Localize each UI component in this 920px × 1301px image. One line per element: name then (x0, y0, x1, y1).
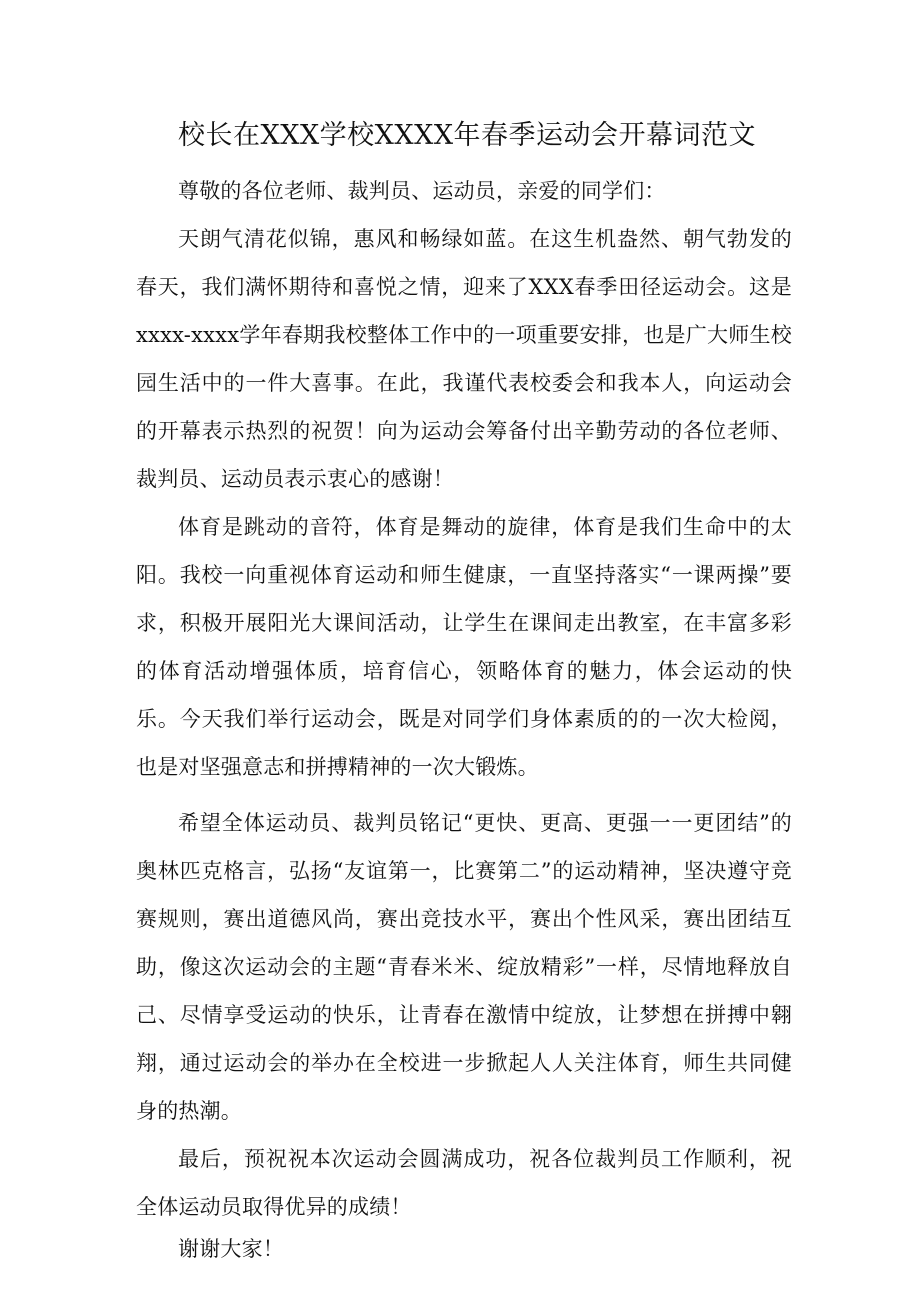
document-body (136, 167, 792, 1267)
closing-thanks: 谢谢大家！ (178, 1237, 284, 1261)
paragraph-final-blessing: 最后，预祝祝本次运动会圆满成功，祝各位裁判员工作顺利，祝全体运动员取得优异的成绩！ (136, 1147, 792, 1219)
paragraph-sports-importance: 体育是跳动的音符，体育是舞动的旋律，体育是我们生命中的太阳。我校一向重视体育运动和师生健康，一直坚持落实“一课两操”要求，积极开展阳光大课间活动，让学生在课间走出教室，在丰富多彩的体育活动增强体质，培育信心，领略体育的魅力，体会运动的快乐。今天我们举行运动会，既是对同学们身体素质的的一次大检阅，也是对坚强意志和拼搏精神的一次大锻炼。 (136, 515, 792, 779)
paragraph-opening: 天朗气清花似锦，惠风和畅绿如蓝。在这生机盎然、朝气勃发的春天，我们满怀期待和喜悦之情，迎来了XXX春季田径运动会。这是xxxx-xxxx学年春期我校整体工作中的一项重要安排，也是广大师生校园生活中的一件大喜事。在此，我谨代表校委会和我本人，向运动会的开幕表示热烈的祝贺！向为运动会筹备付出辛勤劳动的各位老师、裁判员、运动员表示衷心的感谢！ (136, 227, 792, 491)
salutation: 尊敬的各位老师、裁判员、运动员，亲爱的同学们： (178, 179, 666, 203)
document-title: 校长在XXX学校XXXX年春季运动会开幕词范文 (178, 120, 757, 151)
paragraph-wishes: 希望全体运动员、裁判员铭记“更快、更高、更强一一更团结”的奥林匹克格言，弘扬“友谊第一，比赛第二”的运动精神，坚决遵守竞赛规则，赛出道德风尚，赛出竞技水平，赛出个性风采，赛出团结互助，像这次运动会的主题“青春米米、绽放精彩”一样，尽情地释放自己、尽情享受运动的快乐，让青春在激情中绽放，让梦想在拼搏中翱翔，通过运动会的举办在全校进一步掀起人人关注体育，师生共同健身的热潮。 (136, 811, 792, 1123)
